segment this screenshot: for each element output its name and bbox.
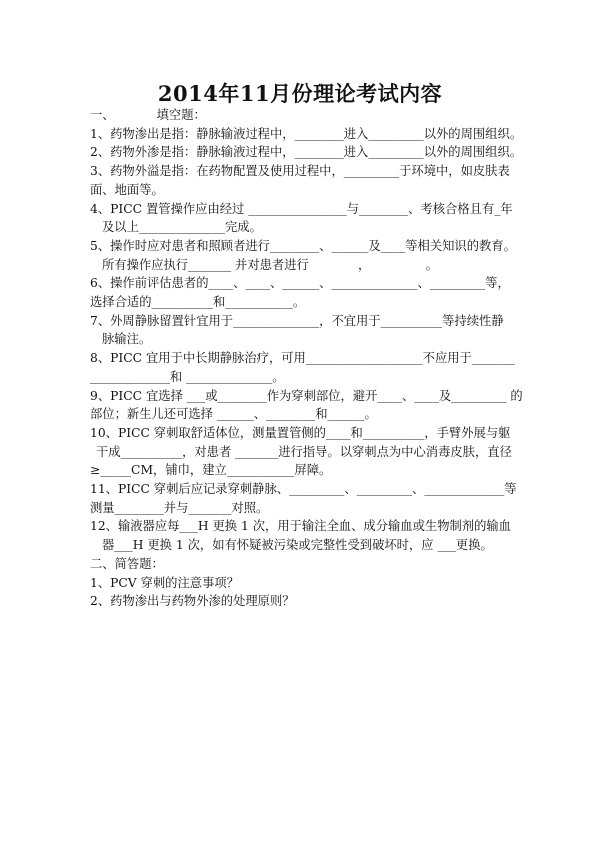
- page-title: 2014年11月份理论考试内容: [157, 81, 443, 106]
- question-line: 8、PICC 宜用于中长期静脉治疗，可用___________________不应用于_______: [90, 351, 515, 366]
- section-number: 一、: [90, 108, 115, 122]
- question-line: 4、PICC 置管操作应由经过 ________________与________、考核合格且有_年: [90, 201, 513, 216]
- question-line: 9、PICC 宜选择 ___或________作为穿刺部位，避开____、____及_________ 的: [90, 388, 523, 403]
- question-line: 面、地面等。: [90, 182, 164, 197]
- short-answer-question: 1、PCV 穿刺的注意事项？: [90, 575, 239, 590]
- exam-content: [90, 106, 522, 611]
- question-line: 部位；新生儿还可选择 ______、________和______。: [90, 407, 377, 422]
- question-line: 1、药物渗出是指：静脉输液过程中，________进入_________以外的周围组织。: [90, 126, 523, 141]
- question-line: 7、外周静脉留置针宜用于______________，不宜用于__________等持续性静: [90, 313, 504, 328]
- question-line: 10、PICC 穿刺取舒适体位，测量置管侧的____和__________，手臂外展与躯: [90, 425, 511, 440]
- question-line: 脉输注。: [102, 332, 152, 347]
- question-line: 11、PICC 穿刺后应记录穿刺静脉、_________、_________、_____________等: [90, 482, 517, 497]
- question-line: 12、输液器应每___H 更换 1 次，用于输注全血、成分输血或生物制剂的输血: [90, 519, 511, 534]
- question-line: 器___H 更换 1 次，如有怀疑被污染或完整性受到破坏时，应 ___更换。: [102, 538, 493, 553]
- question-line: 所有操作应执行_______ 并对患者进行 ， 。: [102, 257, 438, 272]
- short-answer-question: 2、药物渗出与药物外渗的处理原则？: [90, 594, 295, 609]
- question-line: 测量________并与_______对照。: [90, 500, 269, 515]
- question-line: 6、操作前评估患者的____、____、______、______________、_________等，: [90, 276, 510, 291]
- section-label: 填空题：: [156, 108, 206, 122]
- question-line: 5、操作时应对患者和照顾者进行________、______及____等相关知识的教育。: [90, 238, 516, 253]
- question-line: 干成__________，对患者 _______进行指导。以穿刺点为中心消毒皮肤，直径: [96, 444, 512, 459]
- question-line: ≥_____CM，铺巾，建立___________屏障。: [90, 463, 332, 478]
- section-heading-short-answer: 二、简答题：: [90, 556, 164, 571]
- question-line: _____________和 ______________。: [90, 369, 285, 384]
- question-line: 2、药物外渗是指：静脉输液过程中，________进入_________以外的周围组织。: [90, 145, 523, 160]
- question-line: 3、药物外溢是指：在药物配置及使用过程中，_________于环境中，如皮肤表: [90, 164, 510, 179]
- section-heading-fill-in: [90, 106, 522, 125]
- question-line: 及以上______________完成。: [102, 220, 262, 235]
- question-line: 选择合适的__________和___________。: [90, 295, 306, 310]
